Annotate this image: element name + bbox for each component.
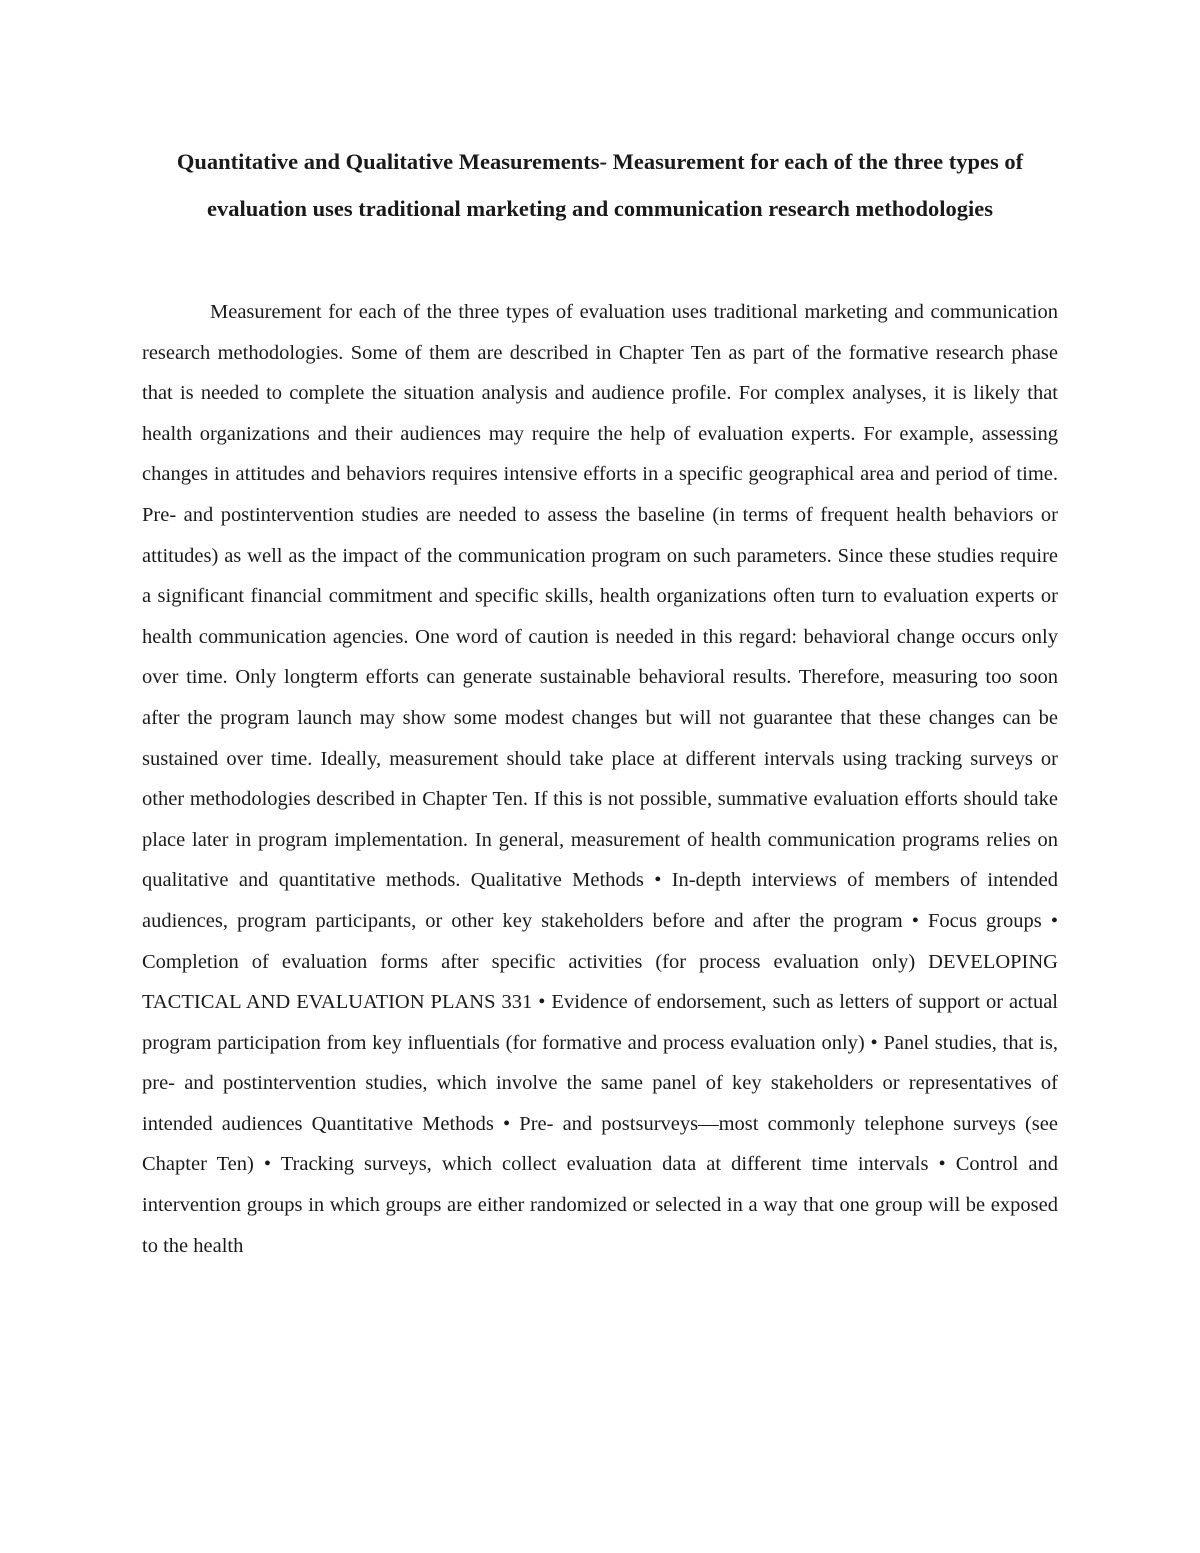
document-body-paragraph: Measurement for each of the three types of evaluation uses traditional marketing and communication research methodologies. Some of them are described in Chapter Ten as part of the formative research phase that is needed to complete the situation analysis and audience profile. For complex analyses, it is likely that health organizations and their audiences may require the help of evaluation experts. For example, assessing changes in attitudes and behaviors requires intensive efforts in a specific geographical area and period of time. Pre- and postintervention studies are needed to assess the baseline (in terms of frequent health behaviors or attitudes) as well as the impact of the communication program on such parameters. Since these studies require a significant financial commitment and specific skills, health organizations often turn to evaluation experts or health communication agencies. One word of caution is needed in this regard: behavioral change occurs only over time. Only longterm efforts can generate sustainable behavioral results. Therefore, measuring too soon after the program launch may show some modest changes but will not guarantee that these changes can be sustained over time. Ideally, measurement should take place at different intervals using tracking surveys or other methodologies described in Chapter Ten. If this is not possible, summative evaluation efforts should take place later in program implementation. In general, measurement of health communication programs relies on qualitative and quantitative methods. Qualitative Methods • In-depth interviews of members of intended audiences, program participants, or other key stakeholders before and after the program • Focus groups • Completion of evaluation forms after specific activities (for process evaluation only) DEVELOPING TACTICAL AND EVALUATION PLANS 331 • Evidence of endorsement, such as letters of support or actual program participation from key influentials (for formative and process evaluation only) • Panel studies, that is, pre- and postintervention studies, which involve the same panel of key stakeholders or representatives of intended audiences Quantitative Methods • Pre- and postsurveys—most commonly telephone surveys (see Chapter Ten) • Tracking surveys, which collect evaluation data at different time intervals • Control and intervention groups in which groups are either randomized or selected in a way that one group will be exposed to the health — [142, 301, 1058, 1257]
document-title: Quantitative and Qualitative Measurements- Measurement for each of the three types of evaluation uses traditional marketing and communication research methodologies — [176, 149, 1024, 221]
